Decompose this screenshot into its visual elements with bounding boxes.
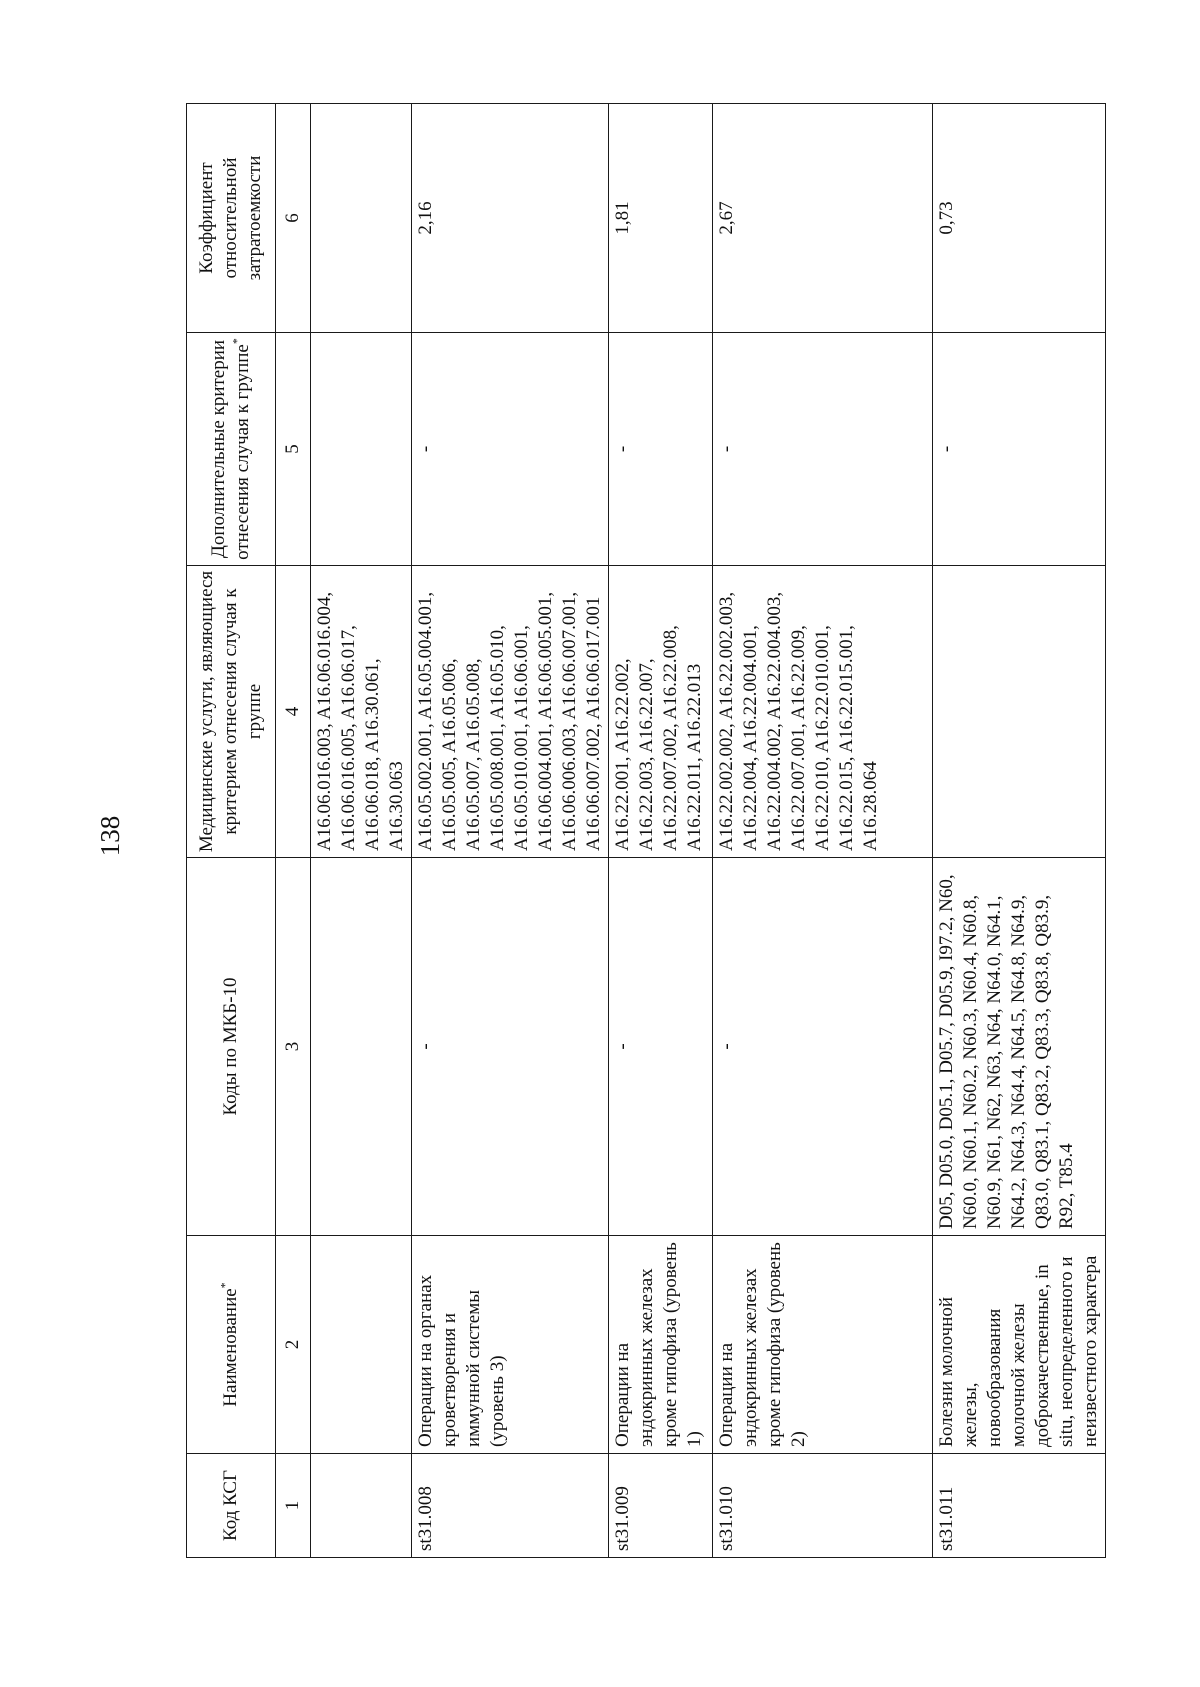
column-number-row [276,104,311,1558]
table-row-st31-010 [713,104,933,1558]
cell-ksg-code: st31.009 [609,1454,713,1558]
column-number: 4 [276,566,311,858]
cell-mkb-codes: D05, D05.0, D05.1, D05.7, D05.9, I97.2, N60, N60.0, N60.1, N60.2, N60.3, N60.4, N60.8, N60.9, N61, N62, N63, N64, N64.0, N64.1, N64.2, N64.3, N64.4, N64.5, N64.8, N64.9, Q83.0, Q83.1, Q83.2, Q83.3, Q83.8, Q83.9, R92, T85.4 [933,858,1106,1236]
column-number: 5 [276,333,311,566]
cell-medical-services: A16.05.002.001, A16.05.004.001, A16.05.005, A16.05.006, A16.05.007, A16.05.008, A16.05.008.001, A16.05.010, A16.05.010.001, A16.06.001, A16.06.004.001, A16.06.005.001, A16.06.006.003, A16.06.007.001, A16.06.007.002, A16.06.017.001 [412,566,609,858]
header-criteria-footnote-mark: * [229,338,244,345]
header-ksg-code: Код КСГ [187,1454,276,1558]
header-medical-services: Медицинские услуги, являющиеся критерием отнесения случая к группе [187,566,276,858]
header-name-text: Наименование [220,1288,241,1407]
cell-name: Операции на эндокринных железах кроме гипофиза (уровень 2) [713,1236,933,1454]
header-name-footnote-mark: * [217,1282,232,1289]
header-name [187,1236,276,1454]
ksg-table [186,103,1106,1558]
cell-mkb-codes: - [713,858,933,1236]
cell-additional-criteria [311,333,412,566]
cell-medical-services: A16.22.002.002, A16.22.002.003, A16.22.004, A16.22.004.001, A16.22.004.002, A16.22.004.003, A16.22.007.001, A16.22.009, A16.22.010, A16.22.010.001, A16.22.015, A16.22.015.001, A16.28.064 [713,566,933,858]
column-number: 2 [276,1236,311,1454]
cell-ksg-code: st31.010 [713,1454,933,1558]
cell-ksg-code: st31.011 [933,1454,1106,1558]
cell-ksg-code [311,1454,412,1558]
table-row-st31-011 [933,104,1106,1558]
cell-name: Операции на эндокринных железах кроме гипофиза (уровень 1) [609,1236,713,1454]
cell-cost-coefficient: 2,16 [412,104,609,333]
cell-mkb-codes: - [609,858,713,1236]
header-mkb-codes: Коды по МКБ-10 [187,858,276,1236]
cell-additional-criteria: - [933,333,1106,566]
header-criteria-text: Дополнительные критерии отнесения случая к группе [208,339,253,560]
cell-name: Операции на органах кроветворения и иммунной системы (уровень 3) [412,1236,609,1454]
table-row-st31-008 [412,104,609,1558]
cell-name [311,1236,412,1454]
cell-cost-coefficient: 1,81 [609,104,713,333]
cell-additional-criteria: - [713,333,933,566]
header-additional-criteria [187,333,276,566]
cell-ksg-code: st31.008 [412,1454,609,1558]
page-number: 138 [95,815,125,857]
cell-medical-services [933,566,1106,858]
cell-mkb-codes: - [412,858,609,1236]
cell-medical-services: A16.22.001, A16.22.002, A16.22.003, A16.22.007, A16.22.007.002, A16.22.008, A16.22.011, A16.22.013 [609,566,713,858]
cell-cost-coefficient: 2,67 [713,104,933,333]
header-cost-coefficient: Коэффициент относительной затратоемкости [187,104,276,333]
table-header-row [187,104,276,1558]
cell-cost-coefficient [311,104,412,333]
table-row-st31-009 [609,104,713,1558]
cell-additional-criteria: - [609,333,713,566]
cell-cost-coefficient: 0,73 [933,104,1106,333]
column-number: 1 [276,1454,311,1558]
column-number: 3 [276,858,311,1236]
cell-medical-services: A16.06.016.003, A16.06.016.004, A16.06.016.005, A16.06.017, A16.06.018, A16.30.061, A16.30.063 [311,566,412,858]
cell-mkb-codes [311,858,412,1236]
column-number: 6 [276,104,311,333]
cell-name: Болезни молочной железы, новообразования молочной железы доброкачественные, in situ, неопределенного и неизвестного характера [933,1236,1106,1454]
cell-additional-criteria: - [412,333,609,566]
table-row-continuation [311,104,412,1558]
